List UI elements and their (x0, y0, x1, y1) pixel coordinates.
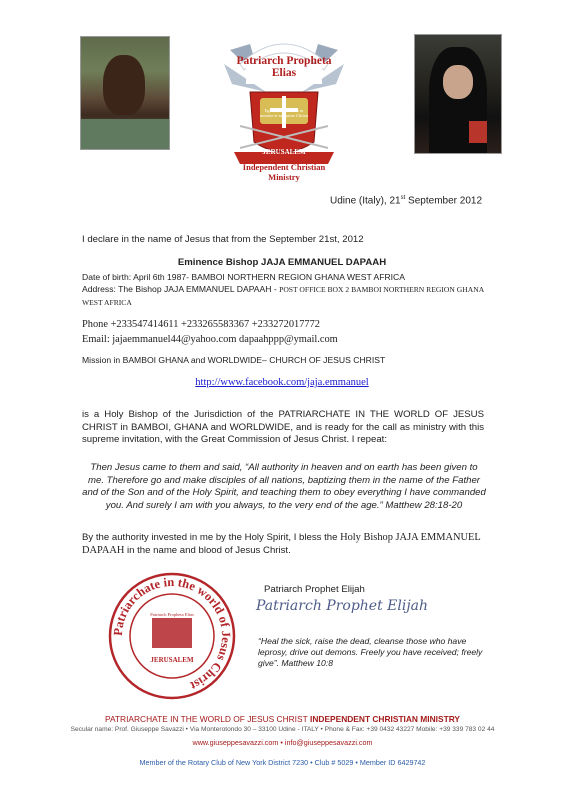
date-of-birth: Date of birth: April 6th 1987- BAMBOI NORTHERN REGION GHANA WEST AFRICA (82, 272, 405, 282)
patriarch-photo (414, 34, 502, 154)
email-addresses: Email: jajaemmanuel44@yahoo.com dapaahppp@ymail.com (82, 334, 338, 345)
footer-org: PATRIARCHATE IN THE WORLD OF JESUS CHRIST INDEPENDENT CHRISTIAN MINISTRY (104, 714, 461, 724)
footer-web[interactable]: www.giuseppesavazzi.com • info@giuseppesavazzi.com (192, 738, 373, 747)
bishop-title: Eminence Bishop JAJA EMMANUEL DAPAAH (177, 257, 387, 268)
logo-jerusalem: JERUSALEM (262, 148, 306, 156)
body-paragraph: is a Holy Bishop of the Jurisdiction of the PATRIARCHATE IN THE WORLD OF JESUS CHRIST in BAMBOI, GHANA and WORLDWIDE, and is ready for the call as ministry with this supreme invitation, with the Great Commission of Jesus Christ. I repeat: (82, 409, 484, 445)
logo-title: Patriarch Propheta Elias (236, 55, 332, 79)
mission: Mission in BAMBOI GHANA and WORLDWIDE– CHURCH OF JESUS CHRIST (82, 355, 386, 365)
official-seal (108, 572, 236, 700)
letter-date: Udine (Italy), 21st September 2012 (330, 195, 482, 207)
matthew-quote: “Heal the sick, raise the dead, cleanse those who have leprosy, drive out demons. Freely you have received; freely give”. Matthew 10:8 (258, 636, 483, 669)
phone-numbers: Phone +233547414611 +233265583367 +233272017772 (82, 319, 320, 330)
logo-motto: Ego vos deseralion in nomine et sanguine Christi (259, 108, 309, 118)
svg-text:Patriarchate in the world of J: Patriarchate in the world of Jesus Christ (110, 574, 234, 694)
footer-secular-address: Secular name: Prof. Giuseppe Savazzi • Via Monterotondo 30 – 33100 Udine - ITALY • Phone & Fax: +39 0432 43227 Mobile: +39 339 783 02 44 (70, 726, 495, 733)
scripture-quote: Then Jesus came to them and said, “All authority in heaven and on earth has been given to me. Therefore go and make disciples of all nations, baptizing them in the name of the Father and of the Son and of the Holy Spirit, and teaching them to obey everything I have commanded you. And surely I am with you always, to the very end of the age.” Matthew 28:18-20 (82, 462, 486, 511)
signatory-name: Patriarch Prophet Elijah (264, 584, 365, 595)
logo-subtitle: Independent Christian Ministry (242, 162, 326, 182)
footer-rotary: Member of the Rotary Club of New York District 7230 • Club # 5029 • Member ID 6429742 (139, 758, 426, 767)
svg-text:Patriarch Propheta Elias: Patriarch Propheta Elias (150, 612, 194, 617)
svg-text:JERUSALEM: JERUSALEM (150, 656, 194, 664)
facebook-link[interactable]: http://www.facebook.com/jaja.emmanuel (195, 377, 369, 388)
bishop-photo (80, 36, 170, 150)
address: Address: The Bishop JAJA EMMANUEL DAPAAH - POST OFFICE BOX 2 BAMBOI NORTHERN REGION GHANA WEST AFRICA (82, 284, 484, 307)
blessing-paragraph: By the authority invested in me by the Holy Spirit, I bless the Holy Bishop JAJA EMMANUEL DAPAAH in the name and blood of Jesus Christ. (82, 532, 481, 556)
handwritten-signature: Patriarch Prophet Elijah (256, 598, 429, 614)
declaration-line: I declare in the name of Jesus that from the September 21st, 2012 (82, 234, 364, 245)
